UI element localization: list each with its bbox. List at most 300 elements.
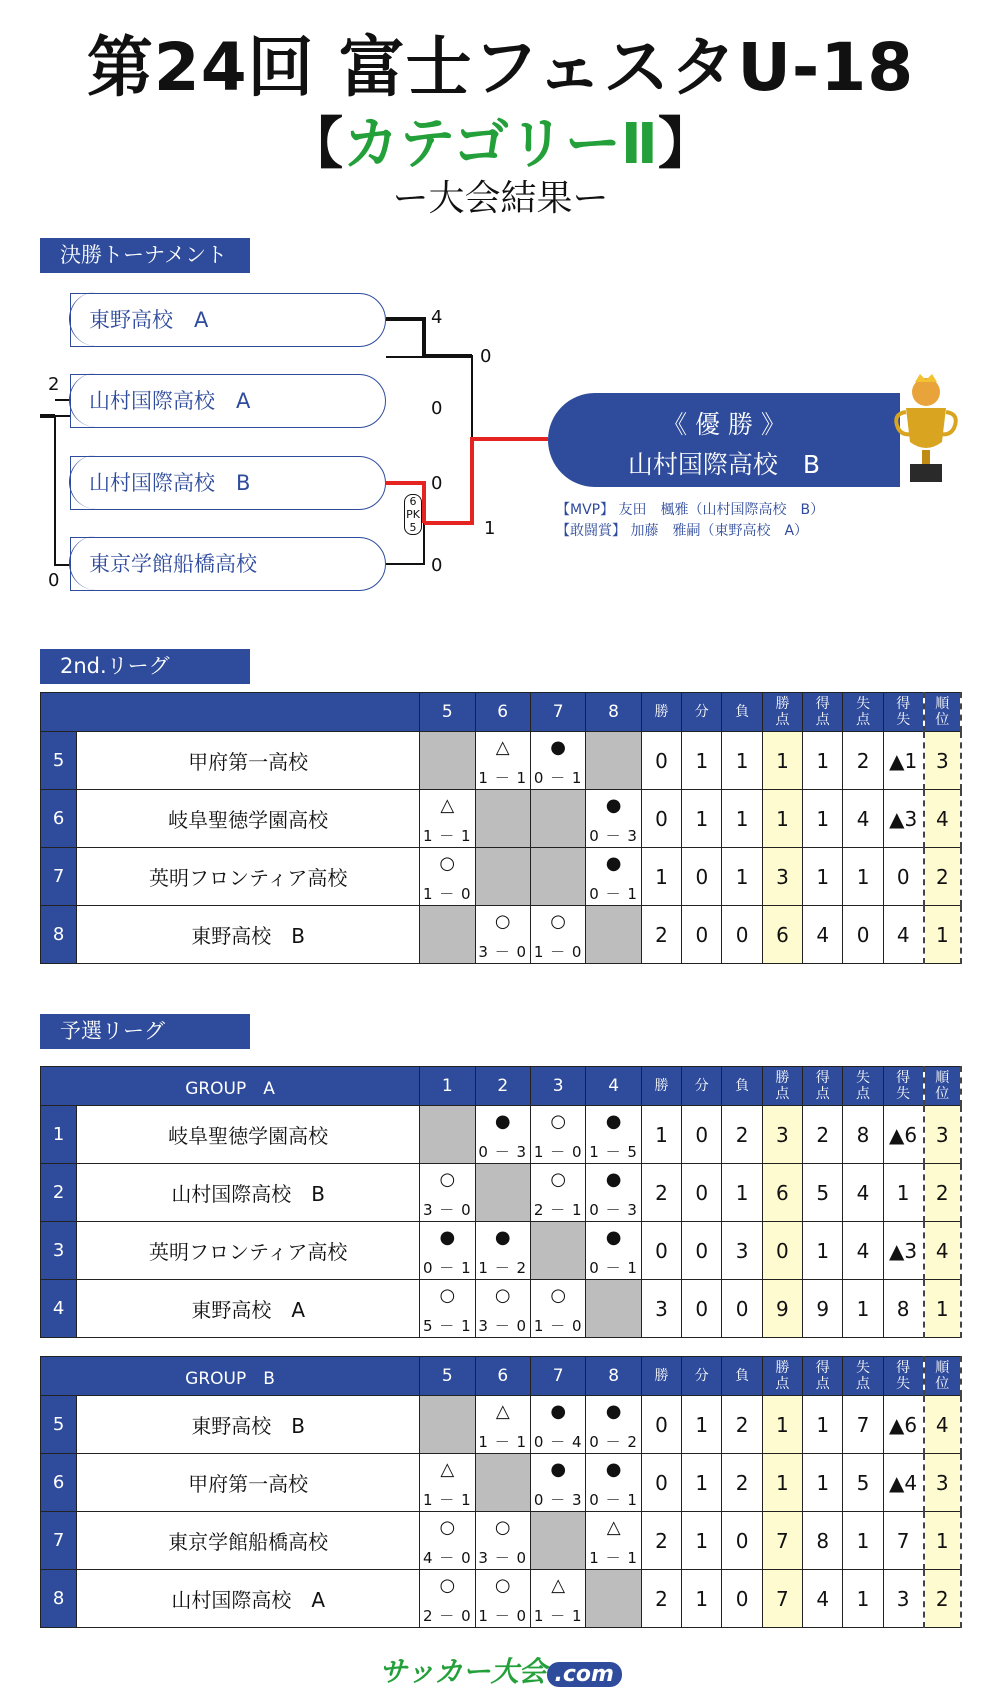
category-name: カテゴリーⅡ (343, 112, 658, 177)
team-name: 東野高校 B (77, 906, 420, 964)
match-result-cell (530, 1280, 585, 1338)
section-label-prelim: 予選リーグ (40, 1014, 250, 1049)
page-subtitle: ー大会結果ー (392, 178, 609, 219)
stat-cell: 1 (843, 848, 883, 906)
stat-cell: 4 (883, 906, 923, 964)
result-symbol: ○ (439, 1285, 456, 1306)
match-score: 0 － 1 (589, 1259, 638, 1277)
match-score: 0 － 3 (589, 1201, 638, 1219)
stat-cell: 0 (843, 906, 883, 964)
stat-cell: 1 (924, 1512, 961, 1570)
stat-cell: 7 (883, 1512, 923, 1570)
match-result-cell (530, 1106, 585, 1164)
trophy-icon (890, 370, 962, 490)
stat-col-header: 失 点 (843, 1067, 883, 1106)
stat-col-header: 得 点 (803, 1357, 843, 1396)
match-score: 0 － 4 (533, 1433, 583, 1451)
match-result-cell (420, 1280, 475, 1338)
score-left-bottom: 0 (48, 570, 60, 591)
match-score: 0 － 1 (589, 1491, 638, 1509)
match-result-cell (475, 1280, 530, 1338)
match-score: 1 － 1 (422, 827, 472, 845)
stat-cell: 4 (803, 1570, 843, 1628)
result-symbol: ● (605, 1459, 622, 1480)
pk-score (404, 494, 422, 535)
stat-cell: 0 (641, 1396, 681, 1454)
stat-cell: 0 (641, 790, 681, 848)
result-symbol: ● (494, 1227, 511, 1248)
opponent-col-header: 5 (420, 1357, 475, 1396)
result-symbol: ○ (550, 911, 567, 932)
result-symbol: ○ (494, 1285, 511, 1306)
team-name: 英明フロンティア高校 (77, 848, 420, 906)
stat-col-header: 勝 点 (762, 1067, 802, 1106)
table-header-row (41, 693, 962, 732)
stat-cell: 2 (924, 1164, 961, 1222)
match-result-cell (586, 790, 641, 848)
stat-cell: 2 (803, 1106, 843, 1164)
stat-col-header: 勝 点 (762, 1357, 802, 1396)
self-match-cell (530, 790, 585, 848)
stat-cell: 1 (924, 1280, 961, 1338)
match-result-cell (530, 1570, 585, 1628)
stat-cell: 1 (762, 1454, 802, 1512)
match-score: 1 － 0 (478, 1607, 528, 1625)
category-open: 【 (287, 112, 344, 177)
match-result-cell (475, 1570, 530, 1628)
self-match-cell (420, 1106, 475, 1164)
result-symbol: ○ (494, 1517, 511, 1538)
stat-cell: 8 (803, 1512, 843, 1570)
stat-cell: 1 (803, 1222, 843, 1280)
stat-cell: 7 (762, 1512, 802, 1570)
opponent-col-header: 4 (586, 1067, 641, 1106)
stat-cell: 1 (803, 1396, 843, 1454)
stat-cell: 1 (682, 1512, 722, 1570)
table-header-row (41, 1067, 962, 1106)
stat-cell: 2 (641, 1512, 681, 1570)
table-row (41, 906, 962, 964)
table-row (41, 1222, 962, 1280)
stat-cell: 3 (924, 1454, 961, 1512)
result-symbol: ○ (494, 911, 511, 932)
stat-cell: 1 (803, 732, 843, 790)
stat-cell: 1 (883, 1164, 923, 1222)
stat-col-header: 順 位 (924, 693, 961, 732)
stat-cell: 0 (682, 1164, 722, 1222)
opponent-col-header: 8 (586, 693, 641, 732)
result-symbol: ○ (439, 1517, 456, 1538)
self-match-cell (586, 906, 641, 964)
self-match-cell (475, 790, 530, 848)
row-number: 6 (41, 1454, 77, 1512)
stat-cell: 9 (803, 1280, 843, 1338)
row-number: 6 (41, 790, 77, 848)
row-number: 8 (41, 906, 77, 964)
match-score: 3 － 0 (478, 1549, 528, 1567)
result-symbol: △ (551, 1575, 566, 1596)
self-match-cell (475, 848, 530, 906)
match-score: 0 － 3 (589, 827, 638, 845)
match-result-cell (586, 1222, 641, 1280)
champion-label: 《 優 勝 》 (662, 410, 786, 439)
row-number: 5 (41, 1396, 77, 1454)
match-score: 1 － 1 (589, 1549, 638, 1567)
bracket-team-2: 山村国際高校 A (70, 374, 386, 428)
result-symbol: ● (605, 1111, 622, 1132)
match-result-cell (586, 1454, 641, 1512)
match-result-cell (420, 1512, 475, 1570)
team-name: 岐阜聖徳学園高校 (77, 1106, 420, 1164)
row-number: 4 (41, 1280, 77, 1338)
result-symbol: ○ (550, 1111, 567, 1132)
stat-cell: 1 (722, 1164, 762, 1222)
match-result-cell (530, 732, 585, 790)
row-number: 7 (41, 1512, 77, 1570)
result-symbol: △ (440, 1459, 455, 1480)
table-2nd-league (40, 692, 962, 964)
result-symbol: ● (494, 1111, 511, 1132)
stat-cell: 6 (762, 906, 802, 964)
row-number: 3 (41, 1222, 77, 1280)
opponent-col-header: 2 (475, 1067, 530, 1106)
stat-cell: 0 (883, 848, 923, 906)
stat-cell: 0 (641, 732, 681, 790)
match-result-cell (530, 1396, 585, 1454)
table-row (41, 1570, 962, 1628)
stat-cell: 1 (924, 906, 961, 964)
match-result-cell (475, 906, 530, 964)
table-row (41, 1396, 962, 1454)
match-result-cell (475, 732, 530, 790)
match-result-cell (586, 1512, 641, 1570)
self-match-cell (420, 1396, 475, 1454)
table-row (41, 1454, 962, 1512)
team-name: 東京学館船橋高校 (77, 1512, 420, 1570)
stat-cell: 2 (843, 732, 883, 790)
group-header: GROUP B (41, 1357, 420, 1396)
category-close: 】 (657, 112, 714, 177)
match-score: 1 － 0 (533, 1143, 583, 1161)
stat-cell: 1 (762, 790, 802, 848)
row-number: 8 (41, 1570, 77, 1628)
stat-cell: 3 (762, 848, 802, 906)
stat-cell: 1 (762, 732, 802, 790)
self-match-cell (586, 732, 641, 790)
self-match-cell (530, 1512, 585, 1570)
stat-col-header: 分 (682, 693, 722, 732)
stat-col-header: 負 (722, 693, 762, 732)
stat-cell: 1 (682, 1570, 722, 1628)
match-score: 1 － 1 (422, 1491, 472, 1509)
team-name: 甲府第一高校 (77, 732, 420, 790)
result-symbol: ● (605, 853, 622, 874)
match-result-cell (586, 1164, 641, 1222)
team-name: 山村国際高校 A (77, 1570, 420, 1628)
stat-cell: 2 (722, 1454, 762, 1512)
result-symbol: ● (605, 1227, 622, 1248)
match-result-cell (475, 1512, 530, 1570)
section-label-tournament: 決勝トーナメント (40, 238, 250, 273)
match-result-cell (475, 1396, 530, 1454)
score-team-4: 0 (431, 555, 443, 576)
self-match-cell (530, 848, 585, 906)
match-result-cell (475, 1222, 530, 1280)
stat-cell: 1 (722, 790, 762, 848)
match-score: 3 － 0 (422, 1201, 472, 1219)
table-header-row (41, 1357, 962, 1396)
score-semi-2: 1 (484, 518, 496, 539)
score-team-3: 0 (431, 473, 443, 494)
stat-cell: 3 (883, 1570, 923, 1628)
stat-col-header: 失 点 (843, 693, 883, 732)
match-result-cell (530, 1454, 585, 1512)
team-name: 山村国際高校 B (77, 1164, 420, 1222)
match-score: 0 － 3 (533, 1491, 583, 1509)
table-row (41, 1164, 962, 1222)
match-result-cell (420, 1222, 475, 1280)
match-score: 1 － 2 (478, 1259, 528, 1277)
row-number: 1 (41, 1106, 77, 1164)
score-semi-1: 0 (480, 346, 492, 367)
stat-cell: 3 (924, 1106, 961, 1164)
result-symbol: ● (605, 795, 622, 816)
footer-brand: サッカー大会 (379, 1655, 547, 1688)
stat-cell: ▲3 (883, 1222, 923, 1280)
stat-cell: 1 (762, 1396, 802, 1454)
result-symbol: △ (440, 795, 455, 816)
stat-cell: 0 (641, 1454, 681, 1512)
match-score: 4 － 0 (422, 1549, 472, 1567)
stat-cell: 8 (883, 1280, 923, 1338)
stat-cell: ▲3 (883, 790, 923, 848)
stat-col-header: 得 点 (803, 693, 843, 732)
stat-cell: 0 (682, 1106, 722, 1164)
self-match-cell (530, 1222, 585, 1280)
self-match-cell (586, 1280, 641, 1338)
stat-cell: 1 (682, 790, 722, 848)
table-row (41, 1512, 962, 1570)
table-row (41, 1280, 962, 1338)
stat-cell: 4 (843, 1164, 883, 1222)
table-group-b (40, 1356, 962, 1628)
table-group-a (40, 1066, 962, 1338)
match-score: 1 － 5 (589, 1143, 638, 1161)
row-number: 7 (41, 848, 77, 906)
stat-cell: 0 (762, 1222, 802, 1280)
score-team-2: 0 (431, 398, 443, 419)
awards (556, 500, 824, 542)
score-left-top: 2 (48, 374, 60, 395)
match-score: 1 － 1 (533, 1607, 583, 1625)
stat-cell: 0 (682, 1222, 722, 1280)
stat-col-header: 分 (682, 1067, 722, 1106)
champion-box (548, 393, 900, 487)
team-name: 岐阜聖徳学園高校 (77, 790, 420, 848)
stat-cell: ▲6 (883, 1396, 923, 1454)
score-team-1: 4 (431, 307, 443, 328)
stat-col-header: 順 位 (924, 1067, 961, 1106)
match-result-cell (420, 1454, 475, 1512)
stat-cell: 1 (722, 848, 762, 906)
page-title: 第24回 富士フェスタU-18 (86, 29, 915, 106)
row-number: 5 (41, 732, 77, 790)
opponent-col-header: 3 (530, 1067, 585, 1106)
bracket-team-4: 東京学館船橋高校 (70, 537, 386, 591)
match-score: 0 － 1 (589, 885, 638, 903)
team-name: 甲府第一高校 (77, 1454, 420, 1512)
stat-cell: 1 (803, 1454, 843, 1512)
stat-cell: ▲1 (883, 732, 923, 790)
match-score: 0 － 1 (422, 1259, 472, 1277)
opponent-col-header: 1 (420, 1067, 475, 1106)
self-match-cell (420, 906, 475, 964)
stat-cell: 0 (722, 906, 762, 964)
stat-cell: 7 (762, 1570, 802, 1628)
stat-cell: 4 (843, 1222, 883, 1280)
mvp-award: 【MVP】 友田 楓雅（山村国際高校 B） (556, 502, 825, 518)
match-result-cell (530, 906, 585, 964)
group-header: GROUP A (41, 1067, 420, 1106)
stat-cell: 6 (762, 1164, 802, 1222)
stat-cell: 1 (682, 732, 722, 790)
stat-cell: ▲6 (883, 1106, 923, 1164)
team-name: 英明フロンティア高校 (77, 1222, 420, 1280)
opponent-col-header: 7 (530, 693, 585, 732)
stat-cell: 2 (641, 1570, 681, 1628)
match-score: 1 － 0 (533, 943, 583, 961)
stat-cell: 1 (843, 1570, 883, 1628)
opponent-col-header: 5 (420, 693, 475, 732)
bracket-team-3: 山村国際高校 B (70, 456, 386, 510)
stat-cell: 2 (722, 1396, 762, 1454)
pk-score-bottom: 5 (409, 521, 417, 534)
stat-cell: 1 (682, 1396, 722, 1454)
match-score: 2 － 0 (422, 1607, 472, 1625)
stat-col-header: 負 (722, 1067, 762, 1106)
stat-col-header: 勝 (641, 693, 681, 732)
team-name: 東野高校 A (77, 1280, 420, 1338)
stat-cell: 2 (641, 1164, 681, 1222)
stat-cell: 7 (843, 1396, 883, 1454)
stat-cell: 2 (641, 906, 681, 964)
row-number: 2 (41, 1164, 77, 1222)
stat-col-header: 勝 点 (762, 693, 802, 732)
match-score: 2 － 1 (533, 1201, 583, 1219)
match-result-cell (420, 1570, 475, 1628)
result-symbol: △ (495, 1401, 510, 1422)
stat-cell: 1 (843, 1280, 883, 1338)
match-result-cell (420, 1164, 475, 1222)
table-row (41, 732, 962, 790)
footer-logo (0, 1650, 1001, 1690)
match-score: 5 － 1 (422, 1317, 472, 1335)
stat-cell: 4 (924, 1396, 961, 1454)
stat-cell: 2 (924, 1570, 961, 1628)
stat-cell: ▲4 (883, 1454, 923, 1512)
match-score: 1 － 0 (533, 1317, 583, 1335)
result-symbol: ● (550, 1459, 567, 1480)
stat-col-header: 勝 (641, 1067, 681, 1106)
opponent-col-header: 8 (586, 1357, 641, 1396)
group-header (41, 693, 420, 732)
stat-cell: 1 (803, 848, 843, 906)
self-match-cell (475, 1164, 530, 1222)
match-result-cell (586, 1396, 641, 1454)
stat-cell: 2 (924, 848, 961, 906)
stat-cell: 4 (924, 1222, 961, 1280)
stat-cell: 0 (722, 1512, 762, 1570)
stat-cell: 3 (641, 1280, 681, 1338)
stat-cell: 5 (803, 1164, 843, 1222)
stat-cell: 1 (722, 732, 762, 790)
stat-col-header: 得 失 (883, 1357, 923, 1396)
opponent-col-header: 6 (475, 1357, 530, 1396)
match-result-cell (586, 1106, 641, 1164)
self-match-cell (586, 1570, 641, 1628)
bracket-team-1: 東野高校 A (70, 293, 386, 347)
stat-col-header: 負 (722, 1357, 762, 1396)
stat-col-header: 得 失 (883, 693, 923, 732)
result-symbol: ○ (439, 853, 456, 874)
pk-score-top: 6 (409, 495, 417, 508)
result-symbol: △ (495, 737, 510, 758)
self-match-cell (475, 1454, 530, 1512)
stat-cell: 9 (762, 1280, 802, 1338)
result-symbol: ○ (439, 1575, 456, 1596)
champion-team: 山村国際高校 B (627, 450, 821, 479)
result-symbol: ● (550, 737, 567, 758)
result-symbol: ○ (494, 1575, 511, 1596)
match-result-cell (530, 1164, 585, 1222)
stat-cell: 1 (803, 790, 843, 848)
self-match-cell (420, 732, 475, 790)
stat-cell: 1 (843, 1512, 883, 1570)
stat-cell: 4 (924, 790, 961, 848)
stat-col-header: 分 (682, 1357, 722, 1396)
result-symbol: ○ (550, 1169, 567, 1190)
result-symbol: ○ (550, 1285, 567, 1306)
stat-cell: 3 (924, 732, 961, 790)
match-result-cell (420, 848, 475, 906)
table-row (41, 848, 962, 906)
match-result-cell (420, 790, 475, 848)
stat-cell: 1 (682, 1454, 722, 1512)
stat-col-header: 得 失 (883, 1067, 923, 1106)
result-symbol: ○ (439, 1169, 456, 1190)
match-result-cell (586, 848, 641, 906)
stat-cell: 0 (682, 848, 722, 906)
match-score: 3 － 0 (478, 943, 528, 961)
stat-col-header: 勝 (641, 1357, 681, 1396)
result-symbol: ● (439, 1227, 456, 1248)
stat-cell: 0 (722, 1570, 762, 1628)
stat-cell: 0 (722, 1280, 762, 1338)
table-row (41, 790, 962, 848)
stat-cell: 5 (843, 1454, 883, 1512)
match-score: 0 － 3 (478, 1143, 528, 1161)
opponent-col-header: 7 (530, 1357, 585, 1396)
stat-col-header: 失 点 (843, 1357, 883, 1396)
result-symbol: ● (605, 1401, 622, 1422)
match-score: 1 － 0 (422, 885, 472, 903)
stat-col-header: 得 点 (803, 1067, 843, 1106)
match-score: 0 － 2 (589, 1433, 638, 1451)
team-name: 東野高校 B (77, 1396, 420, 1454)
result-symbol: ● (550, 1401, 567, 1422)
pk-label: PK (406, 508, 420, 521)
footer-com: .com (547, 1662, 622, 1687)
